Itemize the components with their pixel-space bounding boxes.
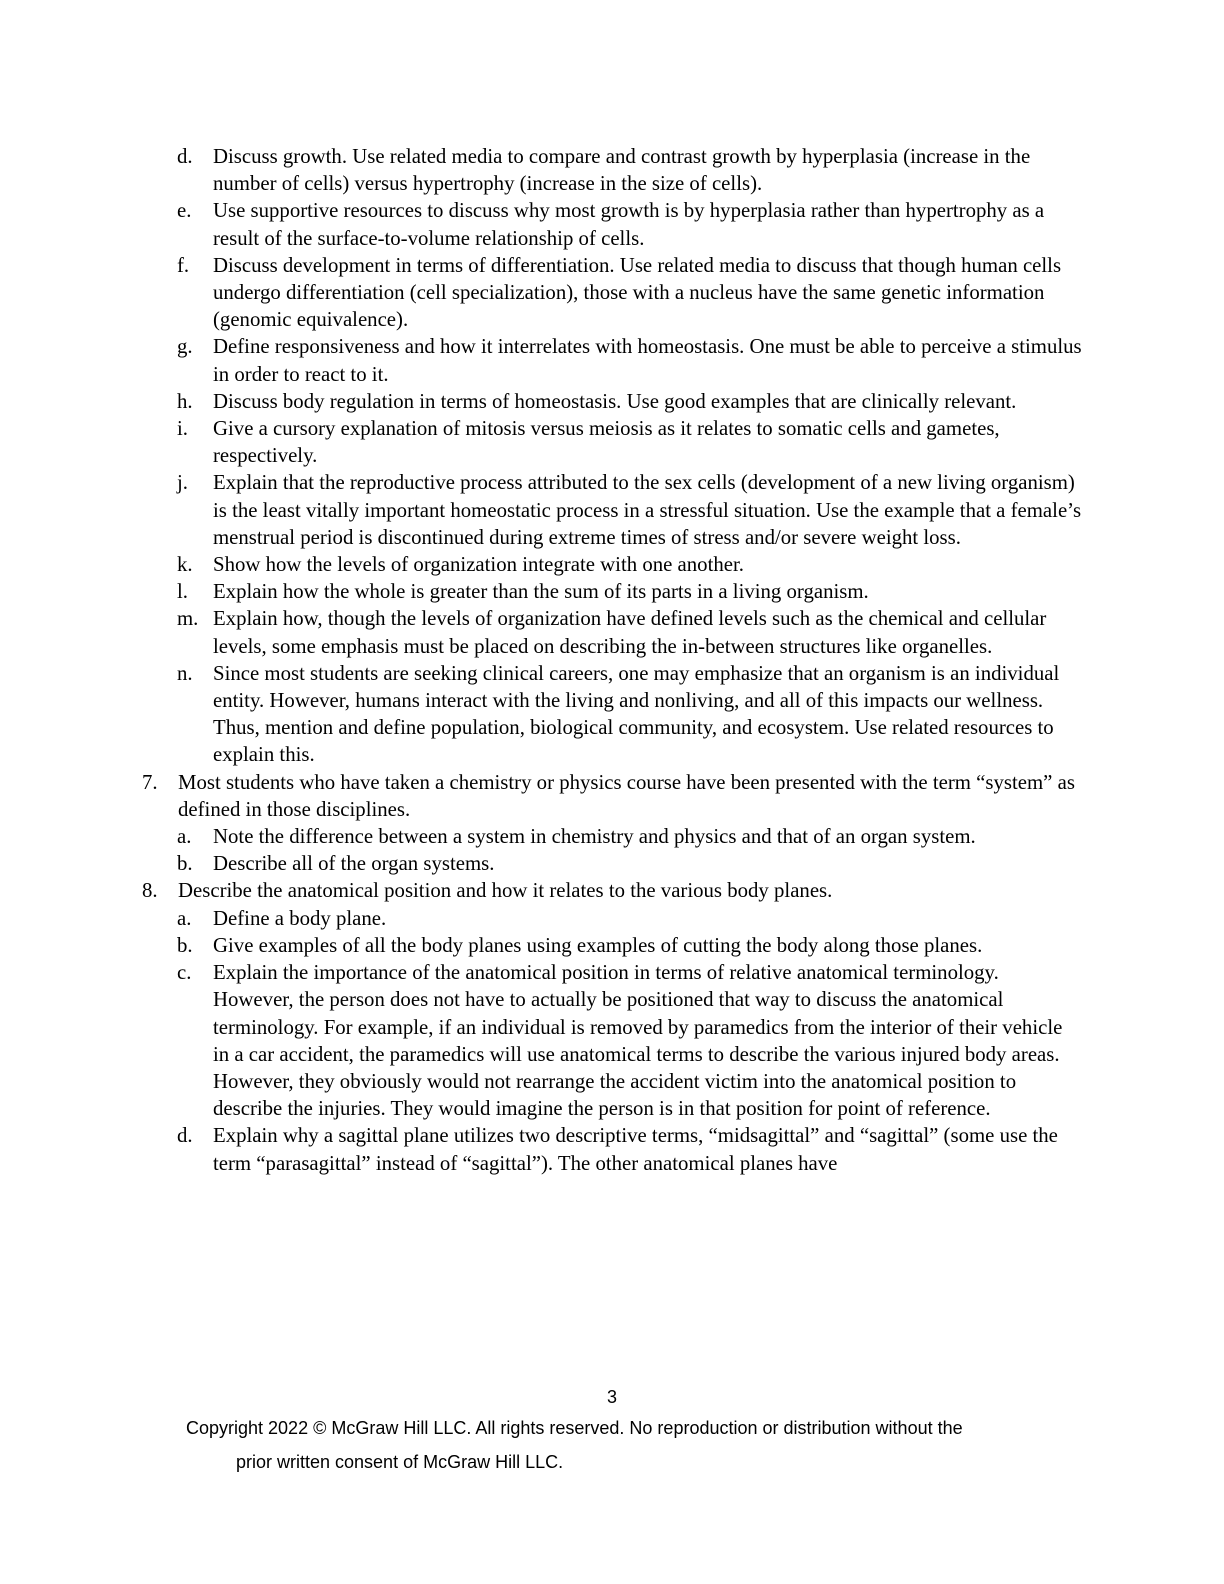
list-item-text: Use supportive resources to discuss why most growth is by hyperplasia rather than hypertrophy as a result of the surface-to-volume relationship of cells. xyxy=(213,199,1045,250)
document-body xyxy=(142,143,1082,1177)
list-marker: f. xyxy=(177,253,190,277)
list-item xyxy=(142,578,1082,605)
copyright-footer xyxy=(0,1411,1224,1479)
list-item xyxy=(142,469,1082,551)
list-item xyxy=(142,551,1082,578)
list-item-text: Explain that the reproductive process attributed to the sex cells (development of a new living organism) is the least vitally important homeostatic process in a stressful situation. Use the example that a female’s menstrual period is discontinued during extreme times of stress and/or severe weight loss. xyxy=(213,471,1082,549)
list-item xyxy=(142,415,1082,469)
list-item xyxy=(142,605,1082,659)
list-item-text: Note the difference between a system in chemistry and physics and that of an organ system. xyxy=(213,825,976,849)
list-item xyxy=(142,905,1082,932)
list-item-text: Give examples of all the body planes using examples of cutting the body along those planes. xyxy=(213,933,983,957)
list-item-text: Give a cursory explanation of mitosis versus meiosis as it relates to somatic cells and gametes, respectively. xyxy=(213,417,1000,468)
list-marker: d. xyxy=(177,1124,193,1148)
list-item xyxy=(142,252,1082,334)
list-item-text: Discuss body regulation in terms of homeostasis. Use good examples that are clinically relevant. xyxy=(213,389,1017,413)
list-item-text: Most students who have taken a chemistry or physics course have been presented with the term “system” as defined in those disciplines. xyxy=(178,770,1075,821)
list-marker: e. xyxy=(177,199,192,223)
list-item-text: Explain how, though the levels of organization have defined levels such as the chemical and cellular levels, some emphasis must be placed on describing the in-between structures like organelles. xyxy=(213,607,1047,658)
list-marker: 8. xyxy=(142,879,158,903)
list-marker: h. xyxy=(177,389,193,413)
copyright-line: prior written consent of McGraw Hill LLC. xyxy=(236,1452,564,1472)
list-item xyxy=(142,1122,1082,1176)
list-marker: 7. xyxy=(142,770,158,794)
list-item-text: Discuss development in terms of differentiation. Use related media to discuss that though human cells undergo differentiation (cell specialization), those with a nucleus have the same genetic information (genomic equivalence). xyxy=(213,253,1062,332)
list-item-text: Describe all of the organ systems. xyxy=(213,852,495,876)
list-marker: k. xyxy=(177,553,193,577)
list-item-text: Define a body plane. xyxy=(213,906,387,930)
list-item-text: Explain how the whole is greater than the sum of its parts in a living organism. xyxy=(213,580,869,604)
list-marker: a. xyxy=(177,825,192,849)
list-item-text: Show how the levels of organization integrate with one another. xyxy=(213,553,744,577)
list-item-text: Since most students are seeking clinical careers, one may emphasize that an organism is an individual entity. However, humans interact with the living and nonliving, and all of this impacts our wellness. Thus, mention and define population, biological community, and ecosystem. Use related resources to explain this. xyxy=(213,661,1060,767)
list-item xyxy=(142,388,1082,415)
list-item xyxy=(142,333,1082,387)
list-marker: g. xyxy=(177,335,193,359)
list-item xyxy=(142,143,1082,197)
list-marker: n. xyxy=(177,661,193,685)
list-marker: b. xyxy=(177,933,193,957)
list-item-text: Define responsiveness and how it interrelates with homeostasis. One must be able to perceive a stimulus in order to react to it. xyxy=(213,335,1082,386)
list-marker: i. xyxy=(177,417,188,441)
list-item-text: Describe the anatomical position and how it relates to the various body planes. xyxy=(178,879,833,903)
list-marker: a. xyxy=(177,906,192,930)
copyright-line: Copyright 2022 © McGraw Hill LLC. All rights reserved. No reproduction or distribution without the xyxy=(186,1418,963,1438)
list-marker: b. xyxy=(177,852,193,876)
list-item xyxy=(142,660,1082,769)
list-marker: c. xyxy=(177,961,192,985)
list-item xyxy=(142,959,1082,1122)
list-item-text: Explain the importance of the anatomical position in terms of relative anatomical terminology. However, the person does not have to actually be positioned that way to discuss the anatomical terminology. For example, if an individual is removed by paramedics from the interior of their vehicle in a car accident, the paramedics will use anatomical terms to describe the various injured body areas. However, they obviously would not rearrange the accident victim into the anatomical position to describe the injuries. They would imagine the person is in that position for point of reference. xyxy=(213,961,1063,1121)
numbered-item xyxy=(142,877,1082,904)
list-item xyxy=(142,932,1082,959)
list-item xyxy=(142,850,1082,877)
list-item xyxy=(142,823,1082,850)
page-number: 3 xyxy=(606,1387,617,1407)
list-marker: j. xyxy=(177,471,188,495)
list-item xyxy=(142,197,1082,251)
list-marker: l. xyxy=(177,580,188,604)
list-item-text: Discuss growth. Use related media to compare and contrast growth by hyperplasia (increase in the number of cells) versus hypertrophy (increase in the size of cells). xyxy=(213,145,1031,196)
list-marker: m. xyxy=(177,607,199,631)
list-marker: d. xyxy=(177,145,193,168)
list-item-text: Explain why a sagittal plane utilizes two descriptive terms, “midsagittal” and “sagittal” (some use the term “parasagittal” instead of “sagittal”). The other anatomical planes have xyxy=(213,1124,1058,1175)
numbered-item xyxy=(142,769,1082,823)
